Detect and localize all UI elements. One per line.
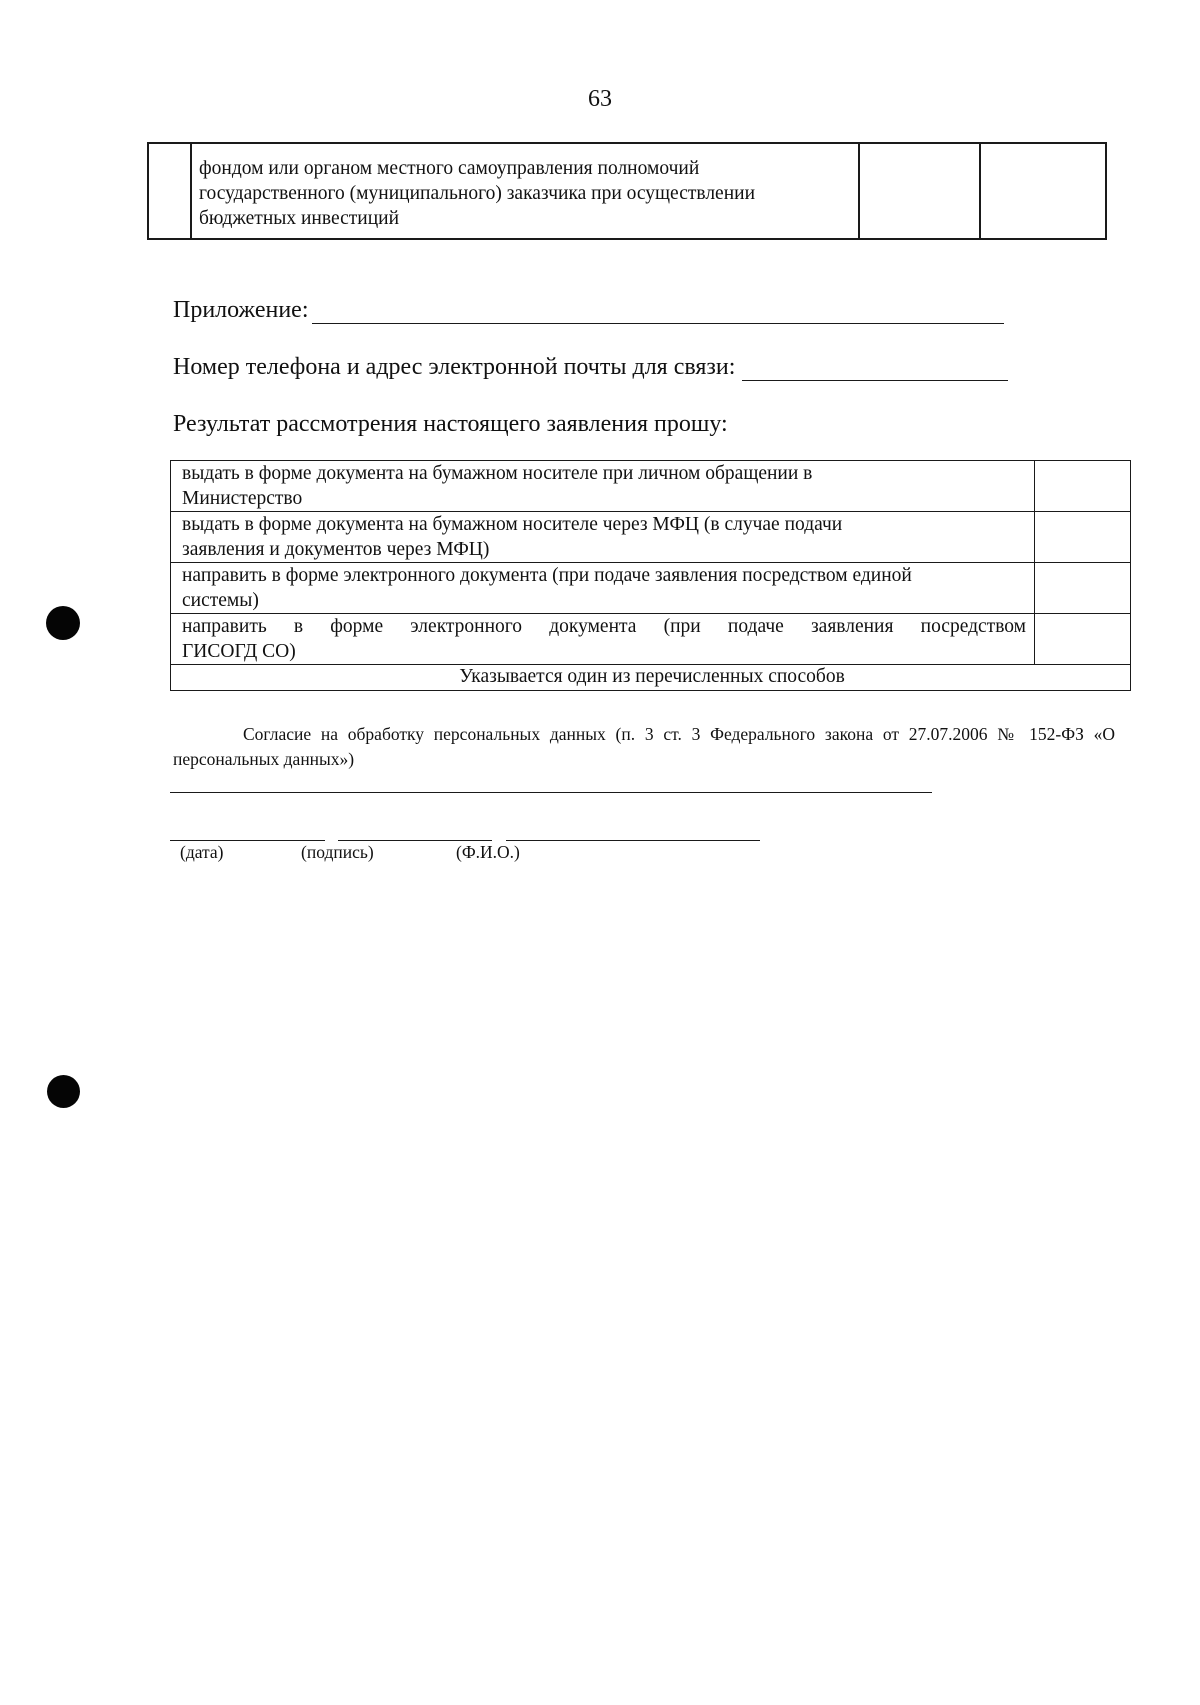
table-row [148, 143, 1106, 239]
signature-field[interactable] [338, 840, 492, 841]
option-text-cell [171, 461, 1035, 512]
option-checkbox-cell[interactable] [1035, 563, 1131, 614]
option-checkbox-cell[interactable] [1035, 512, 1131, 563]
option-line: Министерство [182, 488, 303, 509]
option-text-cell [171, 614, 1035, 665]
value-cell[interactable] [859, 143, 980, 239]
contact-field[interactable] [742, 380, 1008, 381]
page-number: 63 [588, 86, 612, 112]
option-line: направить в форме электронного документа (при подаче заявления посредством [182, 616, 1026, 637]
table-row [171, 563, 1131, 614]
description-line: фондом или органом местного самоуправления полномочий [199, 158, 700, 179]
investment-table [147, 142, 1107, 240]
table-row [171, 665, 1131, 691]
value-cell[interactable] [980, 143, 1106, 239]
option-line: направить в форме электронного документа (при подаче заявления посредством единой [182, 565, 912, 586]
date-field[interactable] [170, 840, 325, 841]
full-name-label: (Ф.И.О.) [456, 842, 520, 862]
table-row [171, 512, 1131, 563]
option-line: выдать в форме документа на бумажном носителе через МФЦ (в случае подачи [182, 514, 843, 535]
option-text-cell [171, 512, 1035, 563]
appendix-field[interactable] [312, 323, 1004, 324]
result-method-table [170, 460, 1131, 691]
full-name-field[interactable] [506, 840, 760, 841]
table-row [171, 614, 1131, 665]
appendix-label: Приложение: [173, 297, 309, 323]
result-heading: Результат рассмотрения настоящего заявления прошу: [173, 411, 728, 437]
punch-hole-mark [47, 1075, 80, 1108]
row-number-cell [148, 143, 191, 239]
option-line: системы) [182, 590, 259, 611]
option-text-cell [171, 563, 1035, 614]
signature-label: (подпись) [301, 842, 374, 862]
table-row [171, 461, 1131, 512]
result-note: Указывается один из перечисленных способов [171, 665, 1131, 691]
description-line: бюджетных инвестиций [199, 208, 399, 229]
option-line: ГИСОГД СО) [182, 641, 296, 662]
consent-text: Согласие на обработку персональных данных (п. 3 ст. 3 Федерального закона от 27.07.2006 № 152-ФЗ «О персональных данных») [173, 724, 1115, 769]
option-line: заявления и документов через МФЦ) [182, 539, 490, 560]
consent-signature-field[interactable] [170, 792, 932, 793]
option-checkbox-cell[interactable] [1035, 461, 1131, 512]
description-line: государственного (муниципального) заказчика при осуществлении [199, 183, 756, 204]
punch-hole-mark [46, 606, 80, 640]
option-checkbox-cell[interactable] [1035, 614, 1131, 665]
option-line: выдать в форме документа на бумажном носителе при личном обращении в [182, 463, 813, 484]
contact-label: Номер телефона и адрес электронной почты для связи: [173, 354, 736, 380]
description-cell [191, 143, 859, 239]
date-label: (дата) [180, 842, 224, 862]
